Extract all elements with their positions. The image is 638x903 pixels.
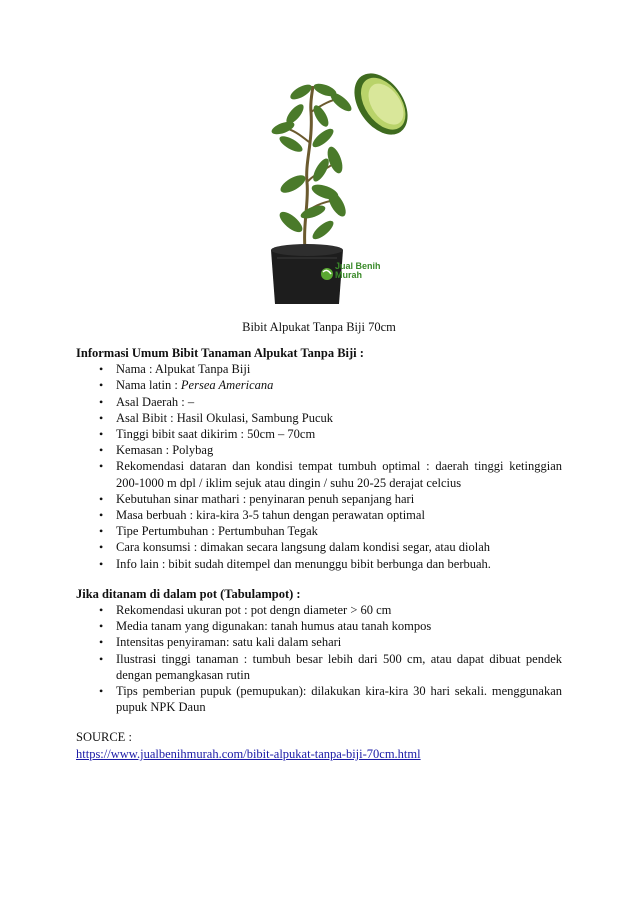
list-item: • Cara konsumsi : dimakan secara langsung dalam kondisi segar, atau diolah — [116, 539, 562, 555]
latin-name-value: Persea Americana — [180, 378, 274, 393]
list-item: • Asal Bibit : Hasil Okulasi, Sambung Pucuk — [116, 410, 562, 426]
latin-name-label: Nama latin : — [116, 378, 181, 393]
brand-logo-line2: Murah — [335, 270, 362, 280]
list-item-latin-name — [116, 377, 562, 393]
list-item: • Tipe Pertumbuhan : Pertumbuhan Tegak — [116, 523, 562, 539]
list-item: • Rekomendasi dataran dan kondisi tempat tumbuh optimal : daerah tinggi ketinggian 200-1000 m dpl / iklim sejuk atau dingin / suhu 20-25 derajat celcius — [116, 458, 562, 490]
list-item: • Rekomendasi ukuran pot : pot dengn diameter > 60 cm — [116, 602, 562, 618]
avocado-seedling-icon — [213, 72, 435, 320]
figure-caption: Bibit Alpukat Tanpa Biji 70cm — [242, 320, 396, 334]
section2-list — [76, 602, 562, 715]
list-item: • Intensitas penyiraman: satu kali dalam sehari — [116, 634, 562, 650]
avocado-seedling-image — [213, 72, 435, 320]
list-item: • Masa berbuah : kira-kira 3-5 tahun dengan perawatan optimal — [116, 507, 562, 523]
section1-heading: Informasi Umum Bibit Tanaman Alpukat Tanpa Biji : — [76, 346, 364, 360]
list-item: • Info lain : bibit sudah ditempel dan menunggu bibit berbunga dan berbuah. — [116, 556, 562, 572]
list-item: • Kemasan : Polybag — [116, 442, 562, 458]
list-item: • Media tanam yang digunakan: tanah humus atau tanah kompos — [116, 618, 562, 634]
list-item: • Asal Daerah : – — [116, 394, 562, 410]
source-label: SOURCE : — [76, 730, 132, 745]
list-item: • Kebutuhan sinar mathari : penyinaran penuh sepanjang hari — [116, 491, 562, 507]
section1-list — [76, 361, 562, 572]
list-item: • Tinggi bibit saat dikirim : 50cm – 70cm — [116, 426, 562, 442]
list-item: • Ilustrasi tinggi tanaman : tumbuh besar lebih dari 500 cm, atau dapat dibuat pendek dengan pemangkasan rutin — [116, 651, 562, 683]
source-link[interactable]: https://www.jualbenihmurah.com/bibit-alpukat-tanpa-biji-70cm.html — [76, 746, 421, 761]
brand-logo-text — [335, 262, 381, 280]
brand-logo-line1: Jual Benih — [335, 261, 381, 271]
document-body — [76, 345, 562, 762]
section2-heading: Jika ditanam di dalam pot (Tabulampot) : — [76, 586, 301, 601]
list-item: • Tips pemberian pupuk (pemupukan): dilakukan kira-kira 30 hari sekali. menggunakan pupuk NPK Daun — [116, 683, 562, 715]
list-item: • Nama : Alpukat Tanpa Biji — [116, 361, 562, 377]
